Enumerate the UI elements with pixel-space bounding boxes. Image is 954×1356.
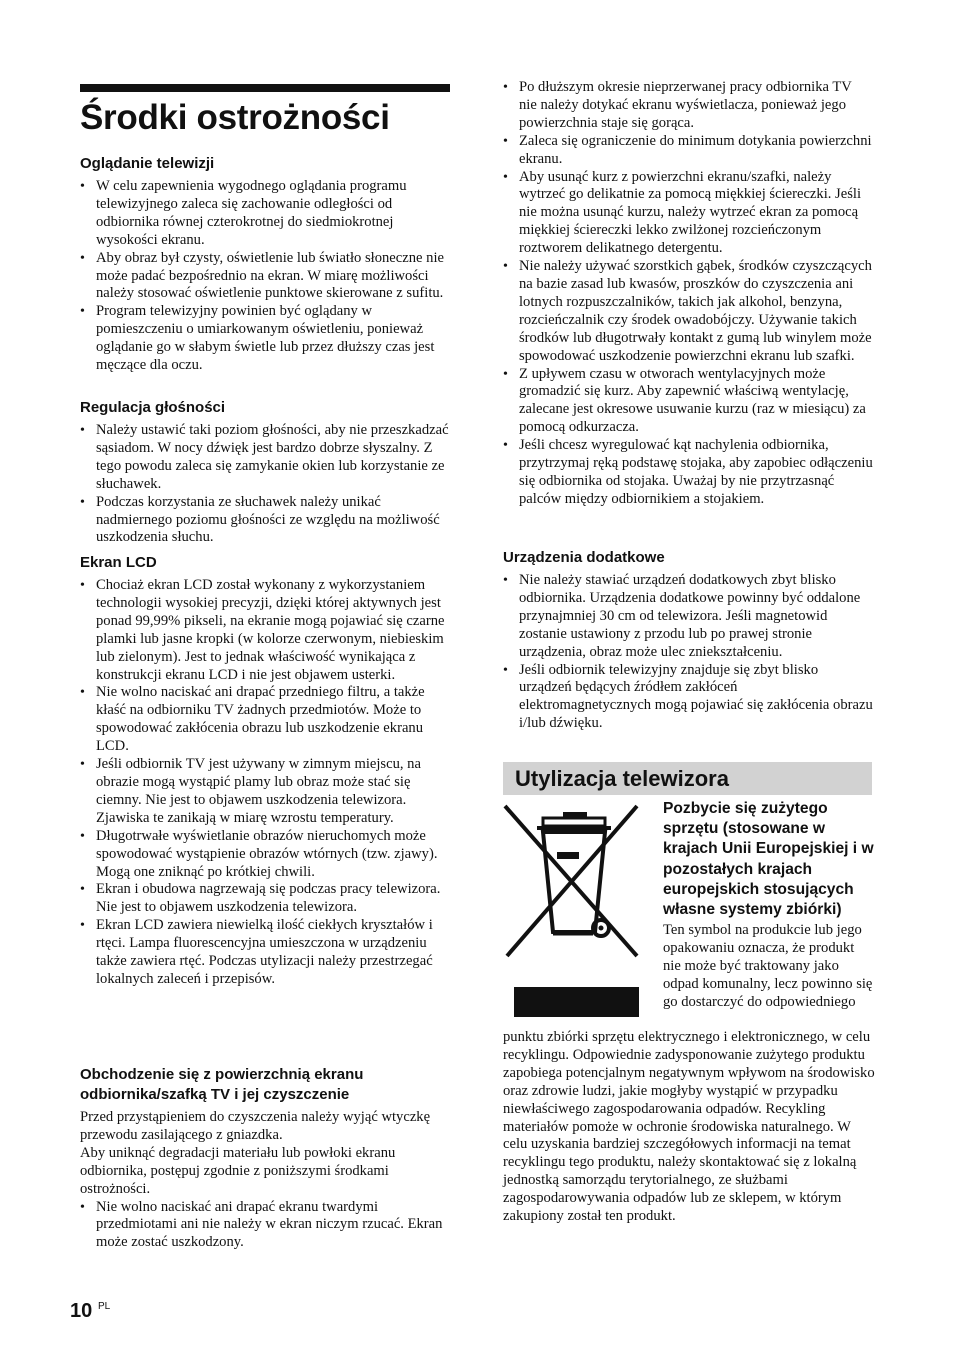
- section-lcd: [80, 553, 450, 989]
- list-item: • Należy ustawić taki poziom głośności, aby nie przeszkadzać sąsiadom. W nocy dźwięk jest bardzo dobrze słyszalny. Z tego powodu zaleca się zamykanie okien lub korzystanie ze słuchawek.: [80, 422, 450, 494]
- list-item: • Aby obraz był czysty, oświetlenie lub światło słoneczne nie może padać bezpośrednio na ekran. W miarę możliwości należy stosować oświetlenie punktowe skierowane z sufitu.: [80, 250, 450, 304]
- page-number: 10: [70, 1300, 93, 1322]
- list-item: • Zaleca się ograniczenie do minimum dotykania powierzchni ekranu.: [503, 133, 873, 169]
- section-heading-screen-care: Obchodzenie się z powierzchnią ekranu odbiornika/szafką TV i jej czyszczenie: [80, 1066, 364, 1103]
- section-screen-care: [80, 1065, 450, 1252]
- bullet-list: [80, 1199, 450, 1253]
- page-language: PL: [98, 1301, 111, 1312]
- bullet-list: [80, 178, 450, 375]
- list-item: • Jeśli odbiornik telewizyjny znajduje się zbyt blisko urządzeń będących źródłem zakłóceń elektromagnetycznych mogą pojawiać się zakłócenia obrazu i/lub dźwięku.: [503, 662, 873, 734]
- page-title: Środki ostrożności: [80, 98, 390, 137]
- section-heading-volume: Regulacja głośności: [80, 399, 226, 416]
- disposal-heading: Pozbycie się zużytego sprzętu (stosowane w krajach Unii Europejskiej i w pozostałych krajach europejskich stosujących własne systemy zbiórki): [663, 800, 874, 919]
- bullet-list: [80, 422, 450, 547]
- disposal-text-wrap: Ten symbol na produkcie lub jego opakowaniu oznacza, że produkt nie może być traktowany jako odpad komunalny, lecz powinno się go dostarczyć do odpowiedniego: [663, 922, 873, 1010]
- list-item: • Ekran LCD zawiera niewielką ilość ciekłych kryształów i rtęci. Lampa fluorescencyjna umieszczona w urządzeniu także zawiera rtęć. Podczas utylizacji należy przestrzegać lokalnych zaleceń i przepisów.: [80, 917, 450, 989]
- list-item: • Ekran i obudowa nagrzewają się podczas pracy telewizora. Nie jest to objawem uszkodzenia telewizora.: [80, 881, 450, 917]
- list-item: • Z upływem czasu w otworach wentylacyjnych może gromadzić się kurz. Aby zapewnić właściwą wentylację, zalecane jest okresowe usuwanie kurzu (raz w miesiącu) za pomocą odkurzacza.: [503, 366, 873, 438]
- section-heading-watching: Oglądanie telewizji: [80, 155, 215, 172]
- list-item: • Podczas korzystania ze słuchawek należy unikać nadmiernego poziomu głośności ze względu na możliwość uszkodzenia słuchu.: [80, 494, 450, 548]
- bullet-list: [503, 572, 873, 733]
- section-heading-lcd: Ekran LCD: [80, 554, 157, 571]
- section-watching: [80, 154, 450, 375]
- bullet-list: [80, 577, 450, 989]
- disposal-text: punktu zbiórki sprzętu elektrycznego i elektronicznego, w celu recyklingu. Odpowiednie zadysponowanie zużytego produktu zapobiega potencjalnym negatywnym wpływom na środowisko oraz zdrowie ludzi, jakie mogłyby wystąpić w przypadku niewłaściwego zagospodarowania odpadów. Recykling materiałów pomoże w ochronie środowiska naturalnego. W celu uzyskania bardziej szczegółowych informacji na temat recyklingu tego produktu, należy skontaktować się z lokalną jednostką samorządu terytorialnego, ze służbami zagospodarowywania odpadów lub ze sklepem, w którym zakupiony został ten produkt.: [503, 1029, 875, 1225]
- list-item: • Nie wolno naciskać ani drapać przedniego filtru, a także kłaść na odbiorniku TV żadnych przedmiotów. Może to spowodować zakłócenia obrazu lub uszkodzenie ekranu LCD.: [80, 684, 450, 756]
- title-rule: [80, 84, 450, 92]
- disposal-title: Utylizacja telewizora: [515, 766, 729, 791]
- list-item: • Po dłuższym okresie nieprzerwanej pracy odbiornika TV nie należy dotykać ekranu wyświetlacza, ponieważ jego powierzchnia staje się gorąca.: [503, 79, 873, 133]
- list-item: • Nie należy stawiać urządzeń dodatkowych zbyt blisko odbiornika. Urządzenia dodatkowe powinny być oddalone przynajmniej 30 cm od telewizora. Jeśli magnetowid zostanie ustawiony z przodu lub po prawej stronie urządzenia, obraz może ulec zniekształceniu.: [503, 572, 873, 662]
- list-item: • Jeśli chcesz wyregulować kąt nachylenia odbiornika, przytrzymaj ręką podstawę stojaka, aby zapobiec odłączeniu się odbiornika od stojaka. Uważaj by nie przytrzasnąć palców między odbiornikiem a stojakiem.: [503, 437, 873, 509]
- paragraph: Przed przystąpieniem do czyszczenia należy wyjąć wtyczkę przewodu zasilającego z gniazdka.: [80, 1109, 431, 1143]
- list-item: • Program telewizyjny powinien być oglądany w pomieszczeniu o umiarkowanym oświetleniu, ponieważ oglądanie go w słabym świetle lub przez dłuższy czas jest męczące dla oczu.: [80, 303, 450, 375]
- list-item: • W celu zapewnienia wygodnego oglądania programu telewizyjnego zaleca się zachowanie odległości od odbiornika równej czterokrotnej do siedmiokrotnej wysokości ekranu.: [80, 178, 450, 250]
- list-item: • Nie wolno naciskać ani drapać ekranu twardymi przedmiotami ani nie należy w ekran niczym rzucać. Ekran może zostać uszkodzony.: [80, 1199, 450, 1253]
- list-item: • Nie należy używać szorstkich gąbek, środków czyszczących na bazie zasad lub kwasów, proszków do czyszczenia ani lotnych rozpuszczalników, takich jak alkohol, benzyna, rozcieńczalnik czy środek owadobójczy. Używanie takich środków lub długotrwały kontakt z gumą lub winylem może spowodować uszkodzenie powierzchni ekranu lub szafki.: [503, 258, 873, 365]
- list-item: • Długotrwałe wyświetlanie obrazów nieruchomych może spowodować wystąpienie obrazów wtórnych (tzw. zjawy). Mogą one zniknąć po krótkiej chwili.: [80, 828, 450, 882]
- section-screen-care-cont: [503, 79, 873, 509]
- list-item: • Aby usunąć kurz z powierzchni ekranu/szafki, należy wytrzeć go delikatnie za pomocą miękkiej ściereczki. Jeśli nie można usunąć kurzu, należy wytrzeć ekran za pomocą miękkiej ściereczki lekko zwilżonej rozcieńczonym roztworem delikatnego detergentu.: [503, 169, 873, 259]
- crossed-out-wheelie-bin-icon: [503, 800, 643, 1020]
- bullet-list: [503, 79, 873, 509]
- section-accessories: [503, 548, 873, 733]
- disposal-band: [503, 762, 872, 795]
- section-volume: [80, 398, 450, 547]
- list-item: • Jeśli odbiornik TV jest używany w zimnym miejscu, na obrazie mogą wystąpić plamy lub obraz może stać się ciemny. Nie jest to objawem uszkodzenia telewizora. Zjawiska te zanikają w miarę wzrostu temperatury.: [80, 756, 450, 828]
- paragraph: Aby uniknąć degradacji materiału lub powłoki ekranu odbiornika, postępuj zgodnie z poniższymi środkami ostrożności.: [80, 1144, 396, 1197]
- list-item: • Chociaż ekran LCD został wykonany z wykorzystaniem technologii wysokiej precyzji, dzięki której aktywnych jest ponad 99,99% pikseli, na ekranie mogą pojawiać się czarne plamki lub jasne kropki (w kolorze czerwonym, niebieskim lub zielonym). Jest to jednak właściwość wynikająca z konstrukcji ekranu LCD i nie jest objawem usterki.: [80, 577, 450, 684]
- section-heading-accessories: Urządzenia dodatkowe: [503, 549, 665, 566]
